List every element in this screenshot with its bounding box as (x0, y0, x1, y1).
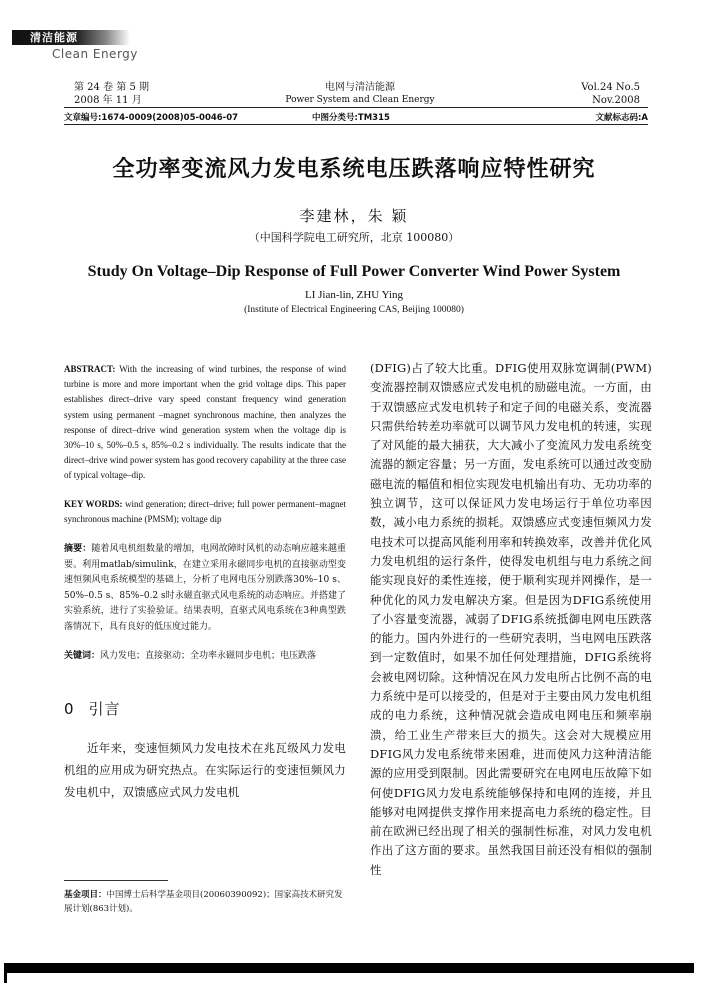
abstract-en (64, 362, 346, 484)
authors-en: LI Jian-lin, ZHU Ying (305, 289, 403, 301)
classification-number: 中图分类号:TM315 (312, 113, 390, 123)
paper-title-en: Study On Voltage–Dip Response of Full Power Converter Wind Power System (87, 263, 621, 280)
funding-label: 基金项目： (64, 890, 107, 900)
section-name-en: Clean Energy (52, 47, 138, 61)
section-number: 0 (64, 699, 75, 718)
keywords-en-text: wind generation; direct–drive; full power permanent–magnet synchronous machine (PMSM); voltage dip (64, 498, 346, 524)
funding-text: 中国博士后科学基金项目(20060390092)；国家高技术研究发展计划(863计划)。 (64, 890, 343, 914)
keywords-cn (64, 649, 346, 665)
journal-name-cn: 电网与清洁能源 (325, 82, 395, 93)
section-badge (12, 30, 130, 45)
keywords-en (64, 497, 346, 527)
affiliation-en: (Institute of Electrical Engineering CAS, Beijing 100080) (244, 305, 464, 315)
abstract-en-text: With the increasing of wind turbines, the response of wind turbine is more and more important when the grid voltage dips. This paper establishes direct–drive vary speed constant frequency wind generation system using permanent –magnet synchronous machine, then analyzes the response of direct–drive wind generation system when the voltage dip is 30%–10 s, 50%–0.5 s, 85%–0.2 s individually. The results indicate that the direct–drive wind power system has good recovery capability at the three case of typical voltage–dip. (64, 364, 346, 481)
journal-name (280, 81, 440, 107)
journal-volume-en (570, 81, 640, 107)
keywords-cn-label: 关键词： (64, 651, 101, 662)
section-title: 引言 (88, 699, 121, 718)
scan-border-bottom (4, 963, 694, 973)
abstract-en-label: ABSTRACT: (64, 364, 116, 374)
paper-title-cn: 全功率变流风力发电系统电压跌落响应特性研究 (112, 157, 596, 182)
keywords-cn-text: 风力发电；直接驱动；全功率永磁同步电机；电压跌落 (100, 651, 317, 662)
volume-issue-cn: 第 24 卷 第 5 期 (74, 82, 149, 93)
abstract-cn-text: 随着风电机组数量的增加，电网故障时风机的动态响应越来越重要。利用matlab/simulink，在建立采用永磁同步电机的直接驱动型变速恒频风电系统模型的基础上，分析了电网电压分别跌落30%–10 s、50%–0.5 s、85%–0.2 s时永磁直驱式风电系统的动态响应。并搭建了实验系统，进行了实验验证。结果表明，直驱式风电系统在3种典型跌落情况下，具有良好的低压度过能力。 (64, 544, 346, 632)
scan-border-left (4, 968, 7, 983)
journal-name-en: Power System and Clean Energy (285, 95, 435, 105)
abstract-cn-label: 摘要： (64, 544, 92, 555)
intro-paragraph: 近年来，变速恒频风力发电技术在兆瓦级风力发电机组的应用成为研究热点。在实际运行的变速恒频风力发电机中，双馈感应式风力发电机 (64, 740, 346, 799)
volume-issue-en: Vol.24 No.5 (581, 82, 640, 93)
header-rule-bottom (64, 124, 648, 125)
journal-volume-cn (74, 81, 149, 107)
document-code: 文献标志码:A (595, 113, 648, 123)
right-column-text: (DFIG)占了较大比重。DFIG使用双脉宽调制(PWM)变流器控制双馈感应式发电机的励磁电流。一方面，由于双馈感应式发电机转子和定子间的电磁关系，变流器只需供给转差功率就可以调节风力发电机的转速，实现了对风能的最大捕获，大大减小了变流风力发电系统变流器的额定容量；另一方面，发电系统可以通过改变励磁电流的幅值和相位实现发电机输出有功、无功功率的独立调节，这可以保证风力发电场运行于单位功率因数，减小电力系统的损耗。双馈感应式变速恒频风力发电技术可以提高风能利用率和转换效率，改善并优化风力发电机组的运行条件，使得发电机组与电力系统之间能实现良好的柔性连接，便于顺利实现并网操作，是一种优化的风力发电解决方案。但是因为DFIG系统使用了小容量变流器，减弱了DFIG系统抵御电网电压跌落的能力。国内外进行的一些研究表明，当电网电压跌落到一定数值时，如果不加任何处理措施，DFIG系统将会被电网切除。这种情况在风力发电所占比例不高的电力系统中是可以接受的，但是对于主要由风力发电机组成的电力系统，这种情况就会造成电网电压和频率崩溃，给工业生产带来巨大的损失。这会对大规模应用DFIG风力发电系统带来困难，进而使风力这种清洁能源的应用受到限制。因此需要研究在电网电压故障下如何使DFIG风力发电系统能够保持和电网的连接，并且能够对电网提供支撑作用来提高电力系统的稳定性。目前在欧洲已经出现了相关的强制性标准，对风力发电机作出了这方面的要求。虽然我国目前还没有相似的强制性 (370, 361, 652, 877)
article-number: 文章编号:1674-0009(2008)05-0046-07 (64, 113, 239, 123)
section-heading (64, 698, 346, 719)
affiliation-cn: （中国科学院电工研究所，北京 100080） (248, 231, 460, 244)
left-column (64, 362, 346, 803)
footnote-rule (64, 880, 168, 881)
section-badge-text: 清洁能源 (30, 31, 78, 44)
date-en: Nov.2008 (592, 95, 640, 106)
authors-cn: 李建林，朱 颖 (299, 207, 409, 225)
abstract-cn (64, 542, 346, 635)
keywords-en-label: KEY WORDS: (64, 498, 123, 509)
header-rule-top (64, 107, 648, 108)
date-cn: 2008 年 11 月 (74, 95, 142, 106)
funding-note (64, 888, 346, 916)
